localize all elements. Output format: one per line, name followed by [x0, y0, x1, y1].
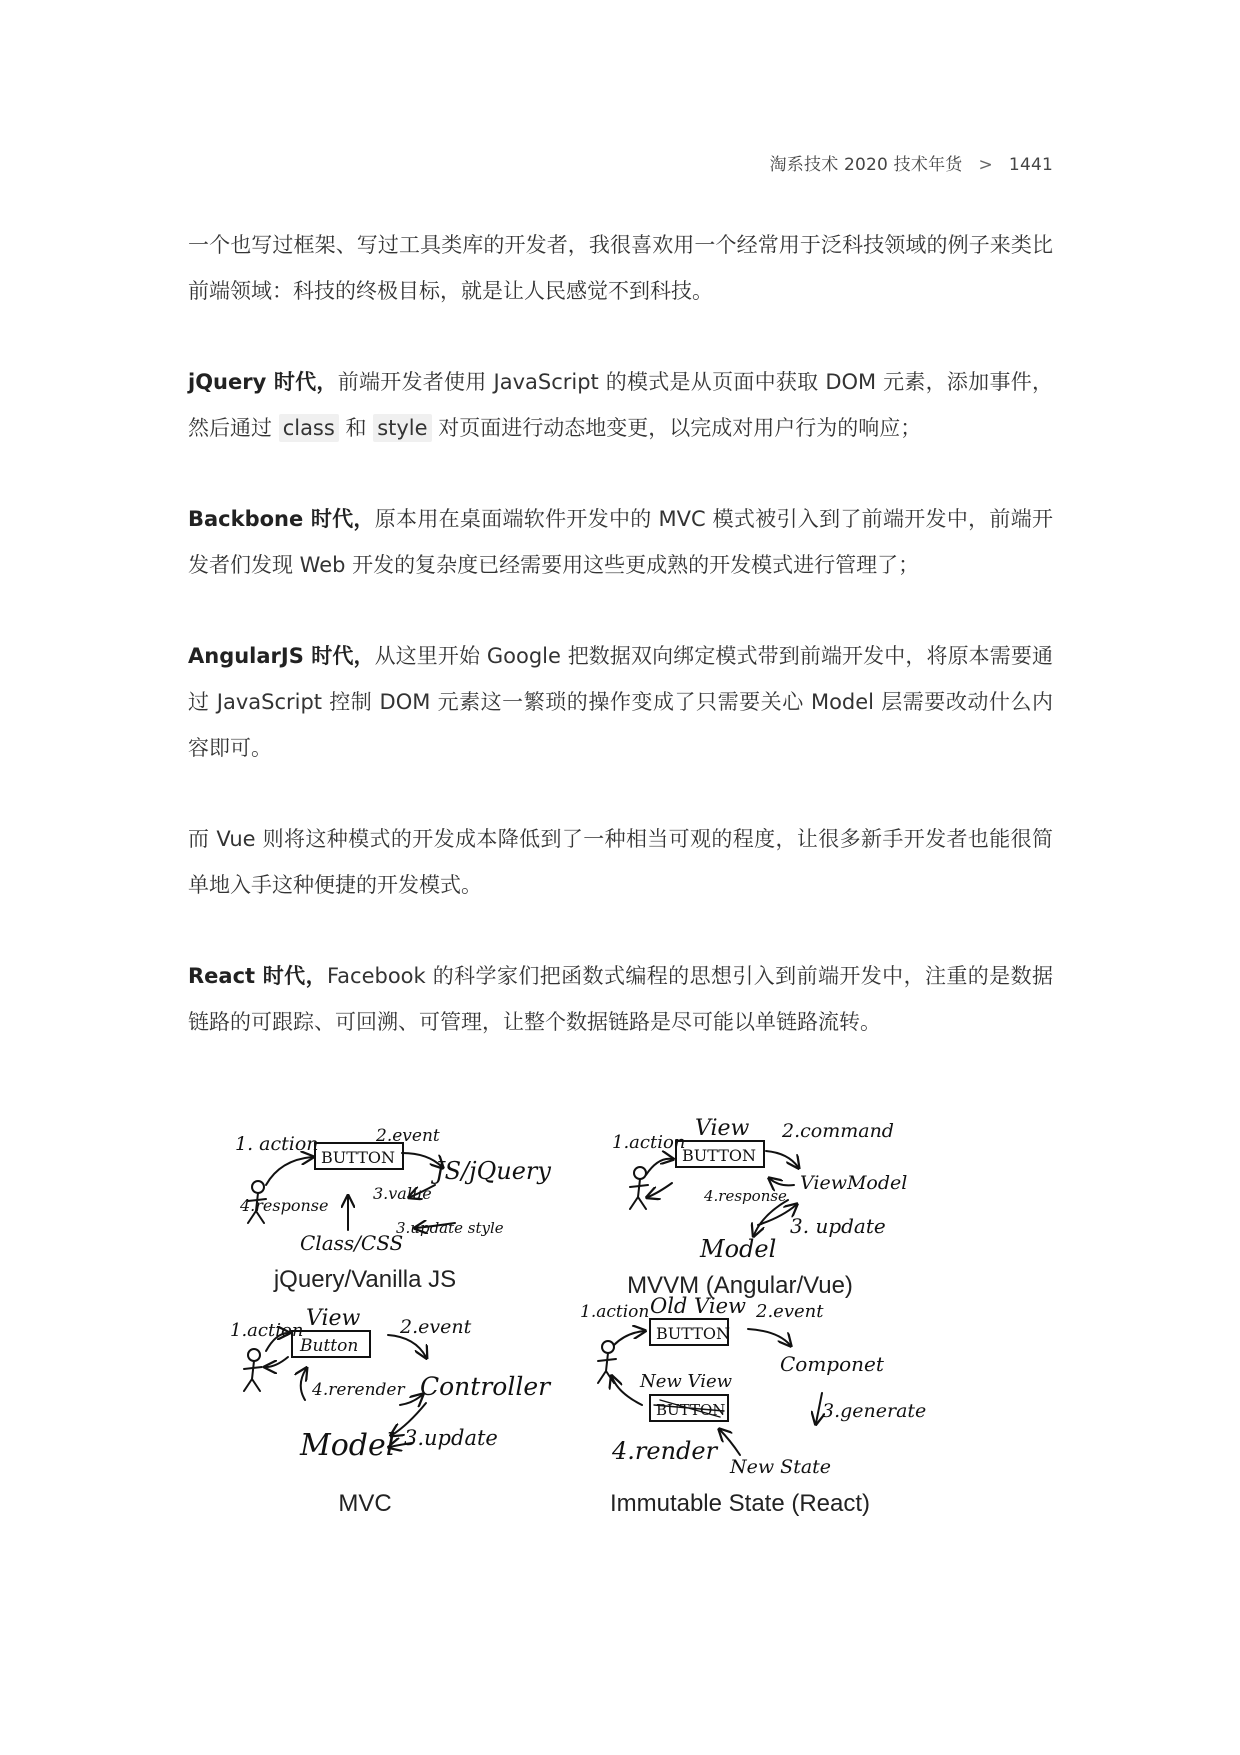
paragraph-backbone-lead: Backbone 时代，	[188, 507, 375, 531]
stick-figure-icon	[244, 1349, 262, 1391]
paragraph-intro-text: 一个也写过框架、写过工具类库的开发者，我很喜欢用一个经常用于泛科技领域的例子来类比前端领域：科技的终极目标，就是让人民感觉不到科技。	[188, 233, 1053, 303]
paragraph-jquery	[188, 359, 1053, 451]
q2-viewmodel-label: ViewModel	[800, 1172, 908, 1194]
q1-target-label: JS/jQuery	[435, 1157, 551, 1185]
q1-response-label: 4.response	[240, 1196, 329, 1215]
stick-figure-icon	[630, 1167, 648, 1209]
paragraph-angular-lead: AngularJS 时代，	[188, 644, 375, 668]
paragraph-jquery-text-a: 前端开发者使用 JavaScript 的模式是从页面中获取 DOM 元素，添加事件，然后通过	[188, 370, 1053, 440]
q2-update-label: 3. update	[790, 1214, 886, 1238]
inline-code-style: style	[373, 414, 431, 442]
q2-button-label: BUTTON	[682, 1146, 756, 1165]
paragraph-backbone	[188, 496, 1053, 588]
architecture-sketch	[230, 1105, 1020, 1580]
caption-mvc: MVC	[338, 1490, 392, 1517]
paragraph-react	[188, 953, 1053, 1045]
arrow-response	[648, 1183, 672, 1197]
paragraph-angular	[188, 633, 1053, 771]
q2-view-label: View	[695, 1116, 750, 1141]
q4-event-label: 2.event	[756, 1301, 824, 1322]
q1-update-label: 3.update style	[396, 1219, 504, 1237]
paragraph-jquery-lead: jQuery 时代，	[188, 370, 338, 394]
paragraph-react-text: Facebook 的科学家们把函数式编程的思想引入到前端开发中，注重的是数据链路的可跟踪、可回溯、可管理，让整个数据链路是尽可能以单链路流转。	[188, 964, 1053, 1034]
q3-action-label: 1.action	[230, 1320, 304, 1341]
q4-render-label: 4.render	[612, 1437, 718, 1465]
paragraph-react-lead: React 时代，	[188, 964, 327, 988]
arrow-render	[612, 1377, 642, 1405]
paragraph-angular-text: 从这里开始 Google 把数据双向绑定模式带到前端开发中，将原本需要通过 JavaScript 控制 DOM 元素这一繁琐的操作变成了只需要关心 Model 层需要改动什么内容即可。	[188, 644, 1053, 760]
inline-code-class: class	[279, 414, 339, 442]
paragraph-intro	[188, 222, 1053, 314]
arrow-update	[754, 1200, 788, 1235]
arrow-event	[748, 1329, 790, 1345]
q4-button-label: BUTTON	[656, 1324, 730, 1343]
caption-jquery: jQuery/Vanilla JS	[273, 1266, 457, 1293]
running-header	[770, 150, 1053, 175]
q1-classcss-label: Class/CSS	[300, 1231, 404, 1255]
q3-update-label: 3.update	[404, 1426, 498, 1450]
q1-button-label: BUTTON	[321, 1148, 395, 1167]
architecture-sketch-figure	[230, 1105, 1020, 1580]
q1-value-label: 3.value	[373, 1184, 432, 1203]
q3-event-label: 2.event	[400, 1316, 472, 1338]
paragraph-vue	[188, 816, 1053, 908]
page-number: 1441	[1008, 155, 1053, 175]
book-title: 淘系技术 2020 技术年货	[769, 155, 963, 175]
arrow-action	[646, 1159, 672, 1175]
q2-response-label: 4.response	[704, 1187, 787, 1205]
q4-action-label: 1.action	[580, 1302, 650, 1322]
q3-rerender-label: 4.rerender	[312, 1380, 405, 1400]
arrow-response-back	[770, 1179, 794, 1185]
q3-button-label: Button	[300, 1336, 359, 1356]
q1-event-label: 2.event	[376, 1126, 440, 1146]
q4-generate-label: 3.generate	[822, 1400, 927, 1422]
header-separator: >	[978, 155, 993, 175]
paragraph-jquery-text-b: 和	[338, 416, 374, 440]
arrow-action	[266, 1157, 312, 1185]
article-body	[188, 222, 1053, 1090]
arrow-response	[266, 1357, 288, 1367]
stick-figure-icon	[598, 1341, 616, 1383]
q4-newview-label: New View	[640, 1371, 733, 1392]
arrow-event	[388, 1335, 426, 1357]
q3-controller-label: Controller	[420, 1372, 551, 1401]
q3-view-label: View	[306, 1306, 361, 1331]
q1-action-label: 1. action	[235, 1133, 319, 1155]
paragraph-vue-text: 而 Vue 则将这种模式的开发成本降低到了一种相当可观的程度，让很多新手开发者也能很简单地入手这种便捷的开发模式。	[188, 827, 1053, 897]
q2-model-label: Model	[700, 1235, 777, 1263]
q3-model-label: Model	[300, 1428, 396, 1463]
paragraph-jquery-text-c: 对页面进行动态地变更，以完成对用户行为的响应；	[431, 416, 922, 440]
caption-react: Immutable State (React)	[609, 1490, 871, 1517]
arrow-command	[766, 1151, 798, 1167]
q4-componet-label: Componet	[780, 1352, 884, 1376]
q2-command-label: 2.command	[782, 1120, 894, 1142]
q2-action-label: 1.action	[612, 1132, 686, 1153]
caption-mvvm: MVVM (Angular/Vue)	[627, 1272, 853, 1299]
paragraph-backbone-text: 原本用在桌面端软件开发中的 MVC 模式被引入到了前端开发中，前端开发者们发现 Web 开发的复杂度已经需要用这些更成熟的开发模式进行管理了；	[188, 507, 1053, 577]
q4-oldview-label: Old View	[650, 1294, 746, 1318]
q4-newstate-label: New State	[730, 1456, 832, 1478]
arrow-new-state	[720, 1430, 740, 1455]
arrow-rerender	[301, 1369, 306, 1400]
q4-button2-label: BUTTON	[656, 1401, 726, 1419]
arrow-action	[614, 1331, 644, 1345]
